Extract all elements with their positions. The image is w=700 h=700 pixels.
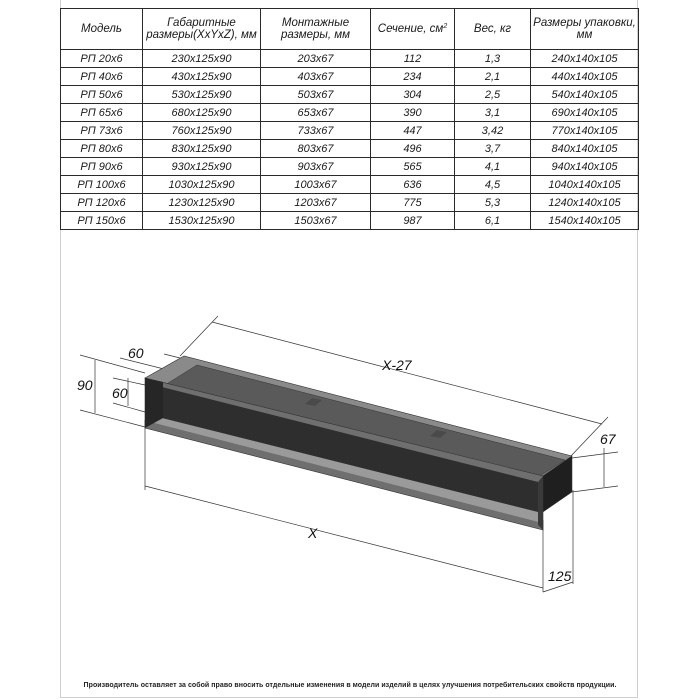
cell-overall-size: 1530x125x90 — [143, 212, 261, 230]
cell-section: 987 — [371, 212, 455, 230]
cell-weight: 2,1 — [455, 68, 531, 86]
label-height-90: 90 — [77, 377, 93, 393]
label-inner-60: 60 — [112, 385, 128, 401]
cell-package-size: 1540x140x105 — [531, 212, 639, 230]
table-row — [61, 104, 639, 122]
cell-weight: 2,5 — [455, 86, 531, 104]
header-model: Модель — [61, 9, 143, 50]
table-row — [61, 176, 639, 194]
cell-model: РП 50x6 — [61, 86, 143, 104]
table-body — [61, 50, 639, 230]
cell-package-size: 540x140x105 — [531, 86, 639, 104]
cell-model: РП 65x6 — [61, 104, 143, 122]
cell-model: РП 20x6 — [61, 50, 143, 68]
cell-section: 775 — [371, 194, 455, 212]
cell-overall-size: 830x125x90 — [143, 140, 261, 158]
cell-mounting-size: 653x67 — [261, 104, 371, 122]
cell-weight: 6,1 — [455, 212, 531, 230]
cell-weight: 3,1 — [455, 104, 531, 122]
label-depth-125: 125 — [548, 568, 572, 584]
cell-weight: 3,42 — [455, 122, 531, 140]
cell-model: РП 73x6 — [61, 122, 143, 140]
cell-package-size: 940x140x105 — [531, 158, 639, 176]
cell-overall-size: 680x125x90 — [143, 104, 261, 122]
cell-weight: 1,3 — [455, 50, 531, 68]
cell-package-size: 690x140x105 — [531, 104, 639, 122]
label-mount-67: 67 — [600, 431, 616, 447]
cell-package-size: 240x140x105 — [531, 50, 639, 68]
cell-model: РП 80x6 — [61, 140, 143, 158]
cell-weight: 5,3 — [455, 194, 531, 212]
cell-mounting-size: 203x67 — [261, 50, 371, 68]
cell-mounting-size: 1503x67 — [261, 212, 371, 230]
cell-section: 112 — [371, 50, 455, 68]
cell-section: 390 — [371, 104, 455, 122]
specifications-table — [60, 8, 639, 230]
cell-model: РП 100x6 — [61, 176, 143, 194]
label-x-minus-27: X-27 — [382, 357, 412, 373]
cell-section: 234 — [371, 68, 455, 86]
cell-package-size: 770x140x105 — [531, 122, 639, 140]
cell-section: 636 — [371, 176, 455, 194]
cell-mounting-size: 803x67 — [261, 140, 371, 158]
cell-package-size: 440x140x105 — [531, 68, 639, 86]
cell-model: РП 90x6 — [61, 158, 143, 176]
header-weight: Вес, кг — [455, 9, 531, 50]
cell-weight: 4,5 — [455, 176, 531, 194]
table-row — [61, 68, 639, 86]
cell-mounting-size: 1203x67 — [261, 194, 371, 212]
cell-overall-size: 930x125x90 — [143, 158, 261, 176]
label-flange-60: 60 — [128, 345, 144, 361]
table-row — [61, 140, 639, 158]
header-section-text: Сечение, см — [377, 23, 444, 35]
header-mounting-size: Монтажные размеры, мм — [261, 9, 371, 50]
cell-mounting-size: 503x67 — [261, 86, 371, 104]
cell-mounting-size: 903x67 — [261, 158, 371, 176]
cell-package-size: 1040x140x105 — [531, 176, 639, 194]
footer-notice: Производитель оставляет за собой право вносить отдельные изменения в модели изделий в целях улучшения потребительских свойств продукции. — [83, 682, 617, 689]
table-header-row — [61, 9, 639, 50]
product-drawing — [0, 248, 700, 648]
header-section — [371, 9, 455, 50]
cell-weight: 4,1 — [455, 158, 531, 176]
table-row — [61, 86, 639, 104]
cell-model: РП 120x6 — [61, 194, 143, 212]
right-end-cap — [538, 476, 543, 530]
cell-section: 304 — [371, 86, 455, 104]
cell-mounting-size: 403x67 — [261, 68, 371, 86]
cell-section: 496 — [371, 140, 455, 158]
cell-overall-size: 430x125x90 — [143, 68, 261, 86]
header-package-size: Размеры упаковки, мм — [531, 9, 639, 50]
header-section-superscript: 2 — [443, 23, 448, 30]
table-row — [61, 158, 639, 176]
cell-overall-size: 760x125x90 — [143, 122, 261, 140]
table-row — [61, 194, 639, 212]
header-overall-size: Габаритные размеры(XxYxZ), мм — [143, 9, 261, 50]
label-x: X — [308, 525, 318, 541]
cell-package-size: 840x140x105 — [531, 140, 639, 158]
table-row — [61, 50, 639, 68]
cell-model: РП 40x6 — [61, 68, 143, 86]
cell-model: РП 150x6 — [61, 212, 143, 230]
cell-overall-size: 230x125x90 — [143, 50, 261, 68]
cell-weight: 3,7 — [455, 140, 531, 158]
cell-overall-size: 1030x125x90 — [143, 176, 261, 194]
cell-mounting-size: 733x67 — [261, 122, 371, 140]
cell-section: 565 — [371, 158, 455, 176]
cell-overall-size: 530x125x90 — [143, 86, 261, 104]
cell-mounting-size: 1003x67 — [261, 176, 371, 194]
table-row — [61, 212, 639, 230]
grille-body — [145, 356, 572, 530]
table-row — [61, 122, 639, 140]
cell-package-size: 1240x140x105 — [531, 194, 639, 212]
cell-overall-size: 1230x125x90 — [143, 194, 261, 212]
cell-section: 447 — [371, 122, 455, 140]
